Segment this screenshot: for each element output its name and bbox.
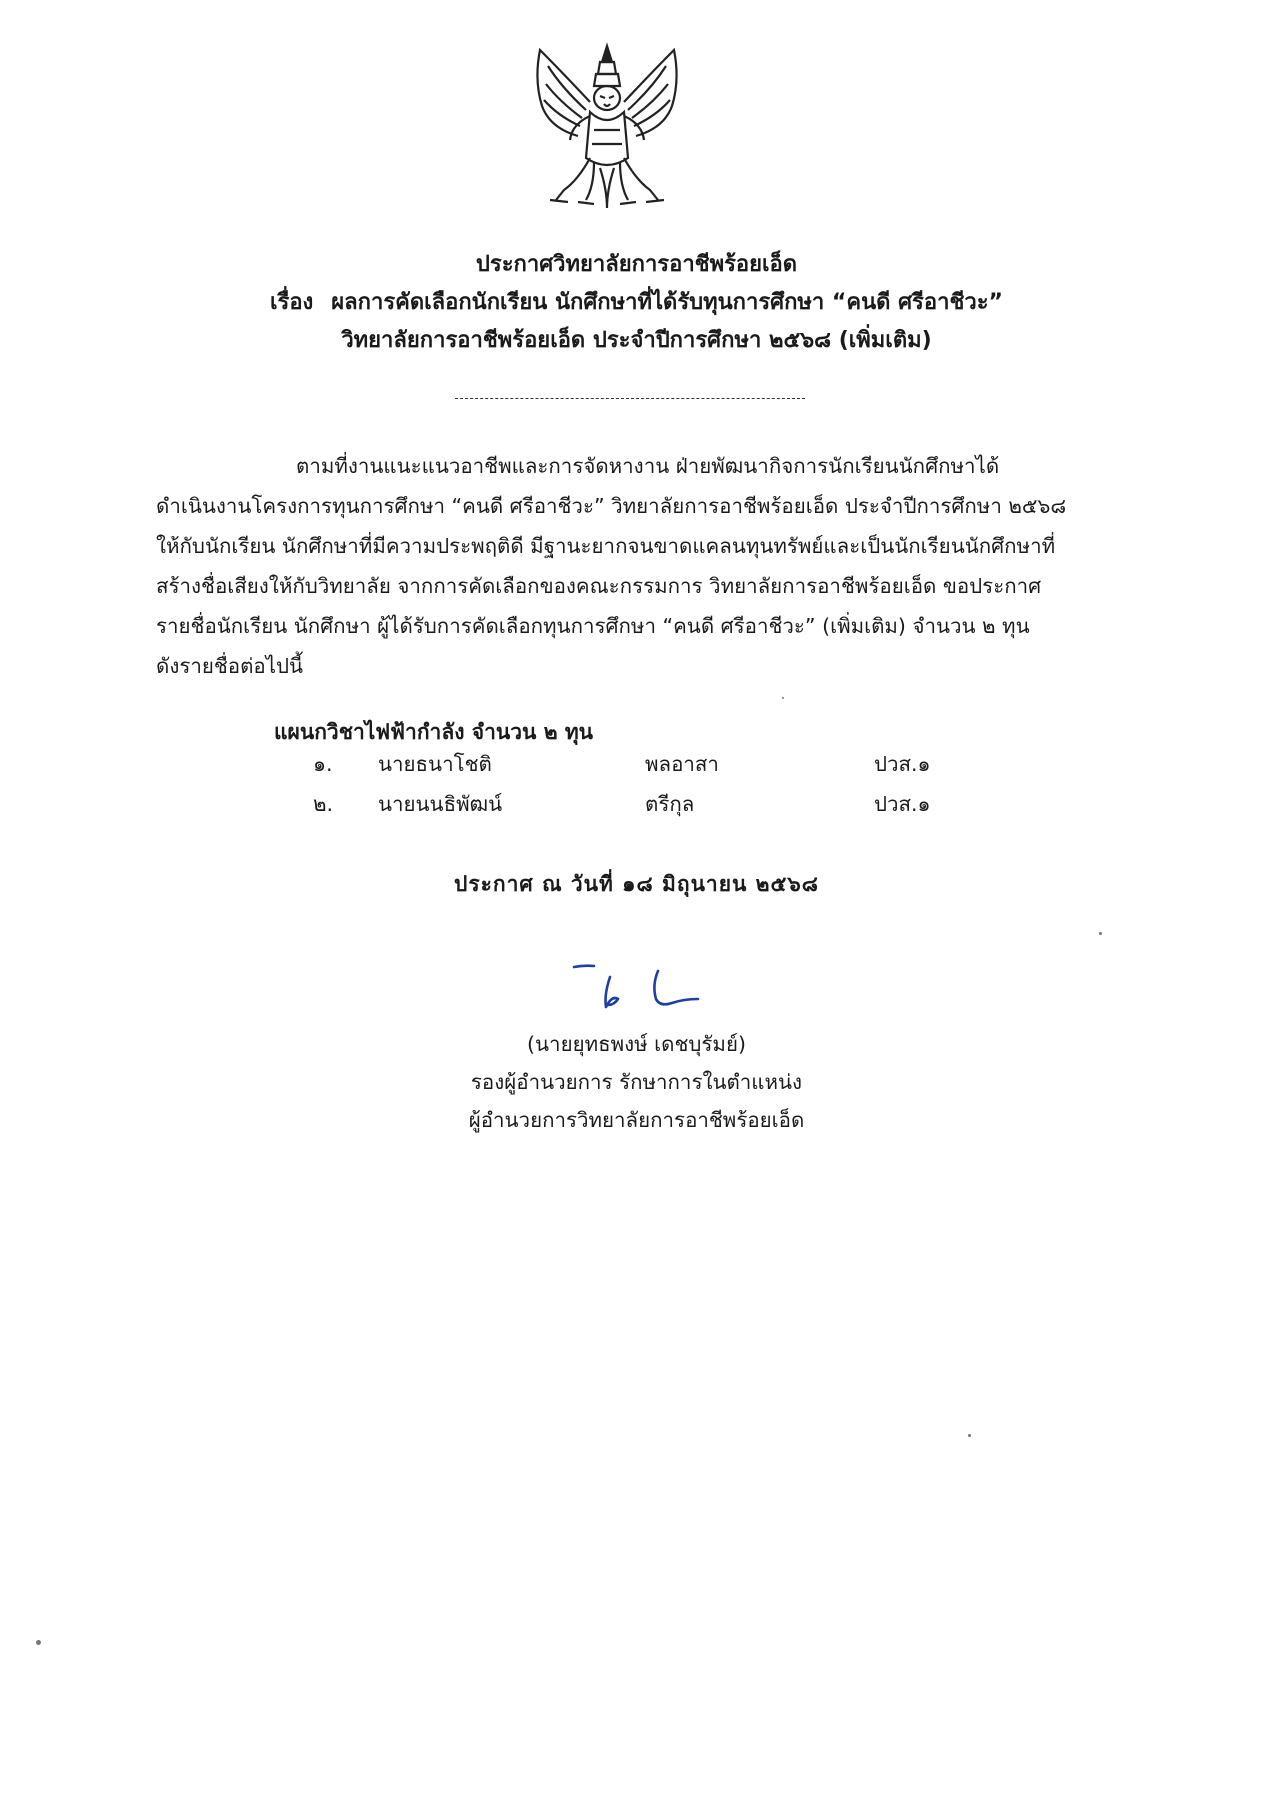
recipient-last-name: ตรีกุล: [645, 792, 695, 816]
scan-speck: [1099, 932, 1102, 935]
body-line-1: ตามที่งานแนะแนวอาชีพและการจัดหางาน ฝ่ายพัฒนากิจการนักเรียนนักศึกษาได้: [296, 454, 1000, 478]
recipient-level: ปวส.๑: [874, 752, 931, 776]
announcement-date: ประกาศ ณ วันที่ ๑๘ มิถุนายน ๒๕๖๘: [454, 872, 819, 896]
body-line-2: ดำเนินงานโครงการทุนการศึกษา “คนดี ศรีอาชีวะ” วิทยาลัยการอาชีพร้อยเอ็ด ประจำปีการศึกษา ๒๕๖๘: [156, 494, 1067, 518]
signer-position-line2: ผู้อำนวยการวิทยาลัยการอาชีพร้อยเอ็ด: [468, 1108, 805, 1132]
body-line-5: รายชื่อนักเรียน นักศึกษา ผู้ได้รับการคัดเลือกทุนการศึกษา “คนดี ศรีอาชีวะ” (เพิ่มเติม) จำนวน ๒ ทุน: [156, 614, 1030, 638]
announcement-subject-line2: วิทยาลัยการอาชีพร้อยเอ็ด ประจำปีการศึกษา ๒๕๖๘ (เพิ่มเติม): [341, 328, 932, 353]
recipient-number: ๑.: [313, 752, 333, 776]
subject-label: เรื่อง: [269, 290, 314, 315]
scan-speck: [968, 1434, 971, 1437]
body-line-3: ให้กับนักเรียน นักศึกษาที่มีความประพฤติดี มีฐานะยากจนขาดแคลนทุนทรัพย์และเป็นนักเรียนนักศึกษาที่: [156, 534, 1056, 558]
scan-speck: [782, 697, 784, 699]
recipient-list: [0, 748, 1273, 828]
body-line-4: สร้างชื่อเสียงให้กับวิทยาลัย จากการคัดเลือกของคณะกรรมการ วิทยาลัยการอาชีพร้อยเอ็ด ขอประกาศ: [156, 574, 1042, 598]
recipient-first-name: นายธนาโชติ: [378, 752, 492, 776]
recipient-level: ปวส.๑: [874, 792, 931, 816]
subject-text: ผลการคัดเลือกนักเรียน นักศึกษาที่ได้รับทุนการศึกษา “คนดี ศรีอาชีวะ”: [331, 290, 1004, 315]
signer-name: (นายยุทธพงษ์ เดชบุรัมย์): [527, 1032, 746, 1056]
recipient-last-name: พลอาสา: [645, 752, 719, 776]
recipient-number: ๒.: [313, 792, 334, 816]
announcement-header: [0, 246, 1273, 360]
list-item: [0, 748, 1273, 788]
list-item: [0, 788, 1273, 828]
body-line-6: ดังรายชื่อต่อไปนี้: [156, 654, 304, 678]
announcement-title: ประกาศวิทยาลัยการอาชีพร้อยเอ็ด: [475, 252, 798, 277]
garuda-emblem-icon: [520, 40, 695, 215]
signer-block: [0, 1025, 1273, 1139]
section-title: แผนกวิชาไฟฟ้ากำลัง จำนวน ๒ ทุน: [274, 720, 594, 744]
signer-position-line1: รองผู้อำนวยการ รักษาการในตำแหน่ง: [470, 1070, 803, 1094]
announcement-subject: [0, 284, 1273, 322]
recipient-first-name: นายนนธิพัฒน์: [378, 792, 503, 816]
scan-speck: [36, 1640, 41, 1645]
handwritten-signature: [568, 955, 718, 1015]
header-divider: [455, 398, 805, 399]
